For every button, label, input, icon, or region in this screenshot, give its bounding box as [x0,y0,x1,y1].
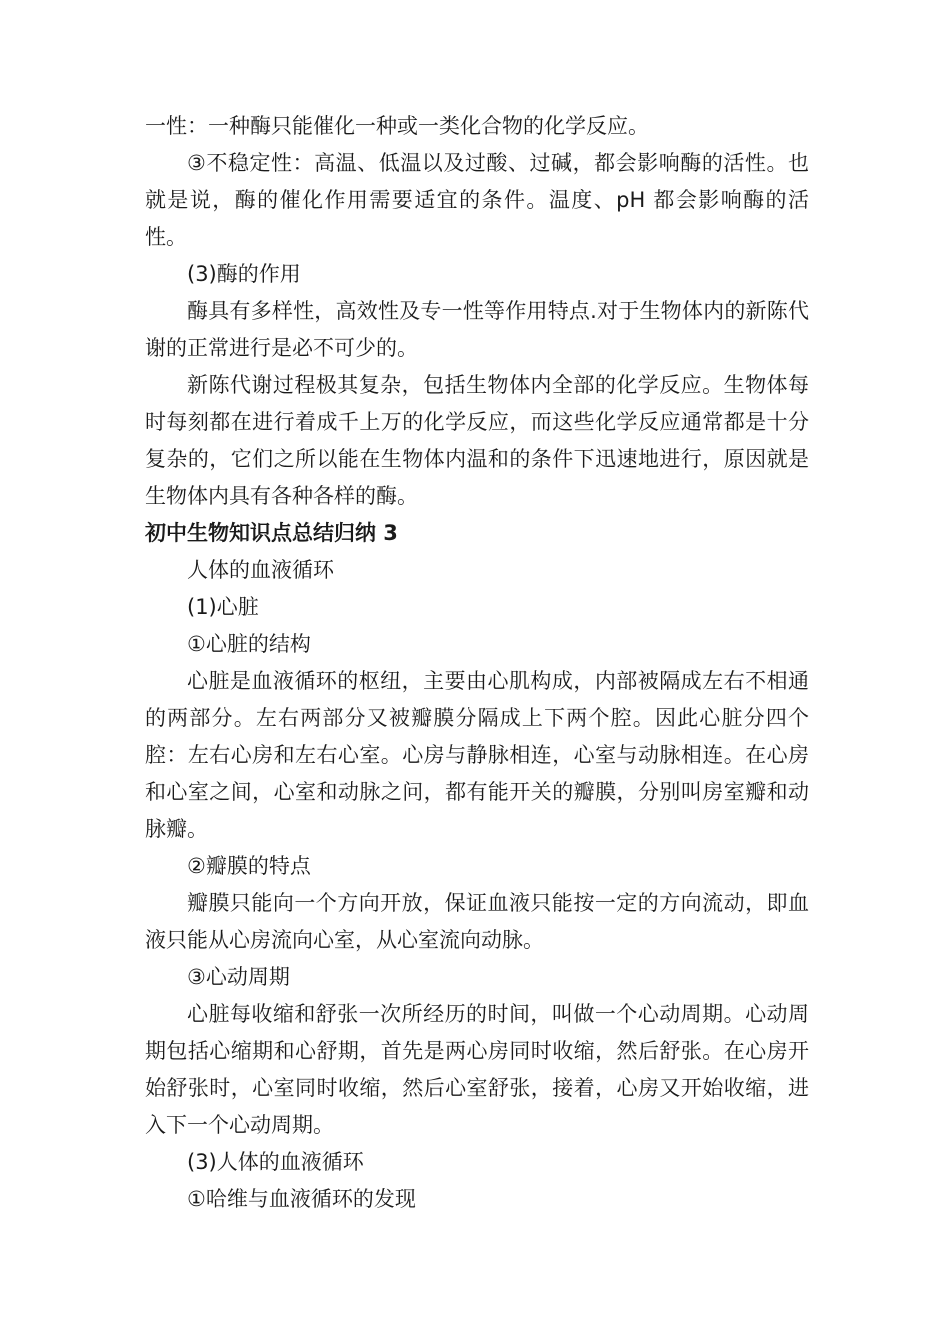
paragraph-heart-structure: 心脏是血液循环的枢纽，主要由心肌构成，内部被隔成左右不相通的两部分。左右两部分又被瓣膜分隔成上下两个腔。因此心脏分四个腔：左右心房和左右心室。心房与静脉相连，心室与动脉相连。在心房和心室之间，心室和动脉之问，都有能开关的瓣膜，分别叫房室瓣和动脉瓣。 [145,669,809,841]
paragraph-valve-features: 瓣膜只能向一个方向开放，保证血液只能按一定的方向流动，即血液只能从心房流向心室，从心室流向动脉。 [145,891,809,952]
paragraph-enzyme-specificity-end: 一性：一种酶只能催化一种或一类化合物的化学反应。 [145,114,649,138]
paragraph-enzyme-characteristics: 酶具有多样性，高效性及专一性等作用特点.对于生物体内的新陈代谢的正常进行是必不可少的。 [145,299,809,360]
section-heading: 初中生物知识点总结归纳 3 [145,521,398,545]
subheading-blood-circulation: 人体的血液循环 [187,558,334,582]
paragraph-enzyme-instability: ③不稳定性：高温、低温以及过酸、过碱，都会影响酶的活性。也就是说，酶的催化作用需要适宜的条件。温度、pH 都会影响酶的活性。 [145,151,809,249]
subheading-valve-features: ②瓣膜的特点 [187,854,311,878]
subheading-harvey-discovery: ①哈维与血液循环的发现 [187,1187,416,1211]
document-body [145,108,809,1218]
paragraph-metabolism: 新陈代谢过程极其复杂，包括生物体内全部的化学反应。生物体每时每刻都在进行着成千上万的化学反应，而这些化学反应通常都是十分复杂的，它们之所以能在生物体内温和的条件下迅速地进行，原因就是生物体内具有各种各样的酶。 [145,373,809,508]
subheading-enzyme-function: (3)酶的作用 [187,262,301,286]
paragraph-cardiac-cycle: 心脏每收缩和舒张一次所经历的时间，叫做一个心动周期。心动周期包括心缩期和心舒期，首先是两心房同时收缩，然后舒张。在心房开始舒张时，心室同时收缩，然后心室舒张，接着，心房又开始收缩，进入下一个心动周期。 [145,1002,809,1137]
subheading-heart: (1)心脏 [187,595,259,619]
subheading-cardiac-cycle: ③心动周期 [187,965,290,989]
subheading-heart-structure: ①心脏的结构 [187,632,311,656]
subheading-human-circulation: (3)人体的血液循环 [187,1150,364,1174]
